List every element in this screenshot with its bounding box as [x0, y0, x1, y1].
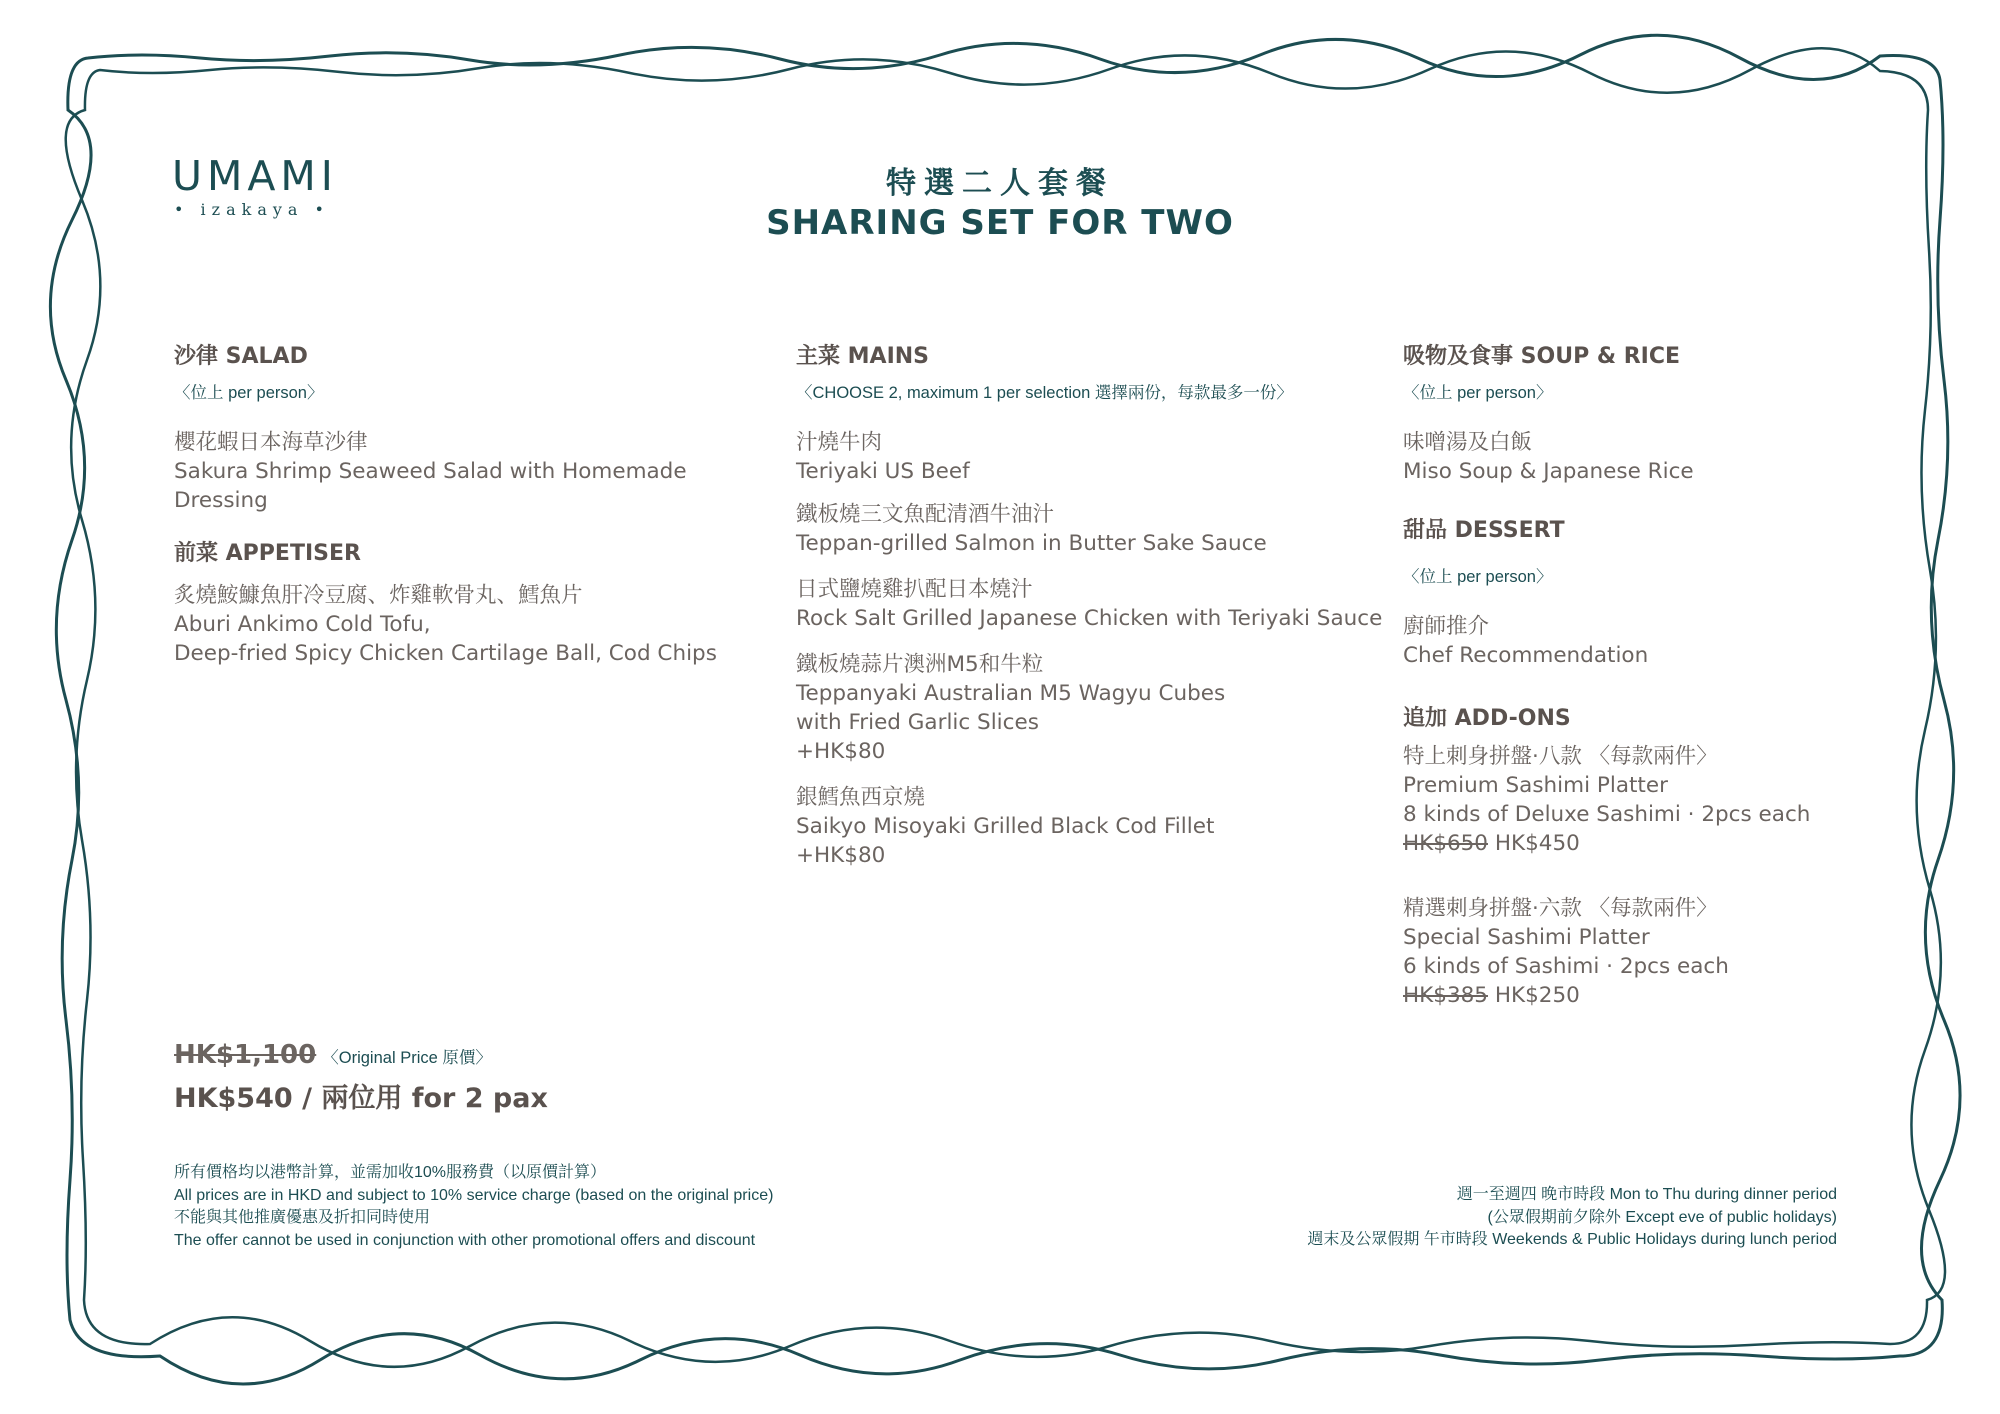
- item-name-en: Premium Sashimi Platter: [1403, 773, 1668, 798]
- item-name-en: Teppanyaki Australian M5 Wagyu Cubes: [796, 681, 1226, 706]
- item-name-en: Teriyaki US Beef: [796, 459, 970, 484]
- menu-item: [1403, 428, 1923, 486]
- item-name-en: Rock Salt Grilled Japanese Chicken with Teriyaki Sauce: [796, 606, 1383, 631]
- item-name-zh: 炙燒鮟鱇魚肝冷豆腐、炸雞軟骨丸、鱈魚片: [174, 583, 583, 608]
- addon-item: [1403, 742, 1923, 858]
- old-price: HK$385: [1403, 983, 1488, 1008]
- terms-line: All prices are in HKD and subject to 10% service charge (based on the original price): [174, 1186, 774, 1204]
- item-name-en: Miso Soup & Japanese Rice: [1403, 459, 1694, 484]
- item-name-en-line2: Deep-fried Spicy Chicken Cartilage Ball, Cod Chips: [174, 641, 717, 666]
- final-price: HK$540 / 兩位用 for 2 pax: [174, 1083, 548, 1114]
- item-name-zh: 鐵板燒三文魚配清酒牛油汁: [796, 502, 1055, 527]
- set-price: [174, 1040, 548, 1115]
- menu-item: [796, 650, 1396, 766]
- original-price-note: 〈Original Price 原價〉: [322, 1049, 492, 1067]
- salad-note: 〈位上 per person〉: [174, 384, 324, 402]
- menu-item: [174, 581, 774, 668]
- availability-line: (公眾假期前夕除外 Except eve of public holidays): [1487, 1208, 1837, 1226]
- item-name-zh: 汁燒牛肉: [796, 430, 883, 455]
- item-name-zh: 廚師推介: [1403, 614, 1490, 639]
- new-price: HK$450: [1494, 831, 1580, 856]
- item-name-en: Chef Recommendation: [1403, 643, 1649, 668]
- menu-item: [796, 575, 1396, 633]
- logo-subtitle: • izakaya •: [174, 200, 330, 219]
- new-price: HK$250: [1494, 983, 1580, 1008]
- availability-right: [1307, 1184, 1837, 1252]
- column-soup-dessert-addons: [1403, 342, 1923, 1010]
- terms-line: 所有價格均以港幣計算，並需加收10%服務費（以原價計算）: [174, 1164, 607, 1181]
- availability-line: 週末及公眾假期 午市時段 Weekends & Public Holidays during lunch period: [1307, 1231, 1837, 1248]
- section-heading-dessert: 甜品 DESSERT: [1403, 518, 1565, 543]
- item-name-en: Saikyo Misoyaki Grilled Black Cod Fillet: [796, 814, 1215, 839]
- section-heading-soup-rice: 吸物及食事 SOUP & RICE: [1403, 344, 1680, 369]
- item-surcharge: +HK$80: [796, 739, 886, 764]
- item-name-en: Sakura Shrimp Seaweed Salad with Homemade Dressing: [174, 459, 687, 513]
- item-name-zh: 精選刺身拼盤·六款 〈每款兩件〉: [1403, 896, 1718, 921]
- section-heading-appetiser: 前菜 APPETISER: [174, 541, 361, 566]
- column-salad-appetiser: [174, 342, 774, 668]
- item-name-zh: 味噌湯及白飯: [1403, 430, 1533, 455]
- item-surcharge: +HK$80: [796, 843, 886, 868]
- item-name-en: Teppan-grilled Salmon in Butter Sake Sauce: [796, 531, 1267, 556]
- item-description: 8 kinds of Deluxe Sashimi · 2pcs each: [1403, 802, 1811, 827]
- addon-item: [1403, 894, 1923, 1010]
- menu-item: [796, 428, 1396, 486]
- terms-left: [174, 1162, 773, 1252]
- item-name-zh: 櫻花蝦日本海草沙律: [174, 430, 368, 455]
- original-price-row: [174, 1040, 548, 1070]
- mains-note: 〈CHOOSE 2, maximum 1 per selection 選擇兩份，每款最多一份〉: [796, 384, 1293, 402]
- dessert-note: 〈位上 per person〉: [1403, 568, 1553, 586]
- item-price: [1403, 981, 1923, 1010]
- menu-item: [174, 428, 774, 515]
- item-name-zh: 銀鱈魚西京燒: [796, 785, 926, 810]
- section-heading-addons: 追加 ADD-ONS: [1403, 706, 1571, 731]
- item-name-en: Aburi Ankimo Cold Tofu,: [174, 612, 431, 637]
- item-name-zh: 鐵板燒蒜片澳洲M5和牛粒: [796, 652, 1044, 677]
- menu-item: [796, 500, 1396, 558]
- soup-rice-note: 〈位上 per person〉: [1403, 384, 1553, 402]
- availability-line: 週一至週四 晚市時段 Mon to Thu during dinner period: [1456, 1186, 1837, 1203]
- column-mains: [796, 342, 1396, 870]
- menu-item: [796, 783, 1396, 870]
- original-price: HK$1,100: [174, 1040, 317, 1070]
- brand-logo: [172, 152, 338, 219]
- item-name-zh: 特上刺身拼盤·八款 〈每款兩件〉: [1403, 744, 1718, 769]
- section-heading-salad: 沙律 SALAD: [174, 344, 308, 369]
- logo-wordmark: UMAMI: [172, 152, 338, 200]
- section-heading-mains: 主菜 MAINS: [796, 344, 930, 369]
- terms-line: The offer cannot be used in conjunction with other promotional offers and discount: [174, 1231, 756, 1249]
- item-name-en-line2: with Fried Garlic Slices: [796, 710, 1039, 735]
- page-title-zh: 特選二人套餐: [886, 166, 1114, 201]
- menu-item: [1403, 612, 1923, 670]
- terms-line: 不能與其他推廣優惠及折扣同時使用: [174, 1209, 431, 1226]
- old-price: HK$650: [1403, 831, 1488, 856]
- item-price: [1403, 829, 1923, 858]
- item-name-en: Special Sashimi Platter: [1403, 925, 1650, 950]
- page-title-en: SHARING SET FOR TWO: [766, 203, 1234, 243]
- item-description: 6 kinds of Sashimi · 2pcs each: [1403, 954, 1729, 979]
- item-name-zh: 日式鹽燒雞扒配日本燒汁: [796, 577, 1033, 602]
